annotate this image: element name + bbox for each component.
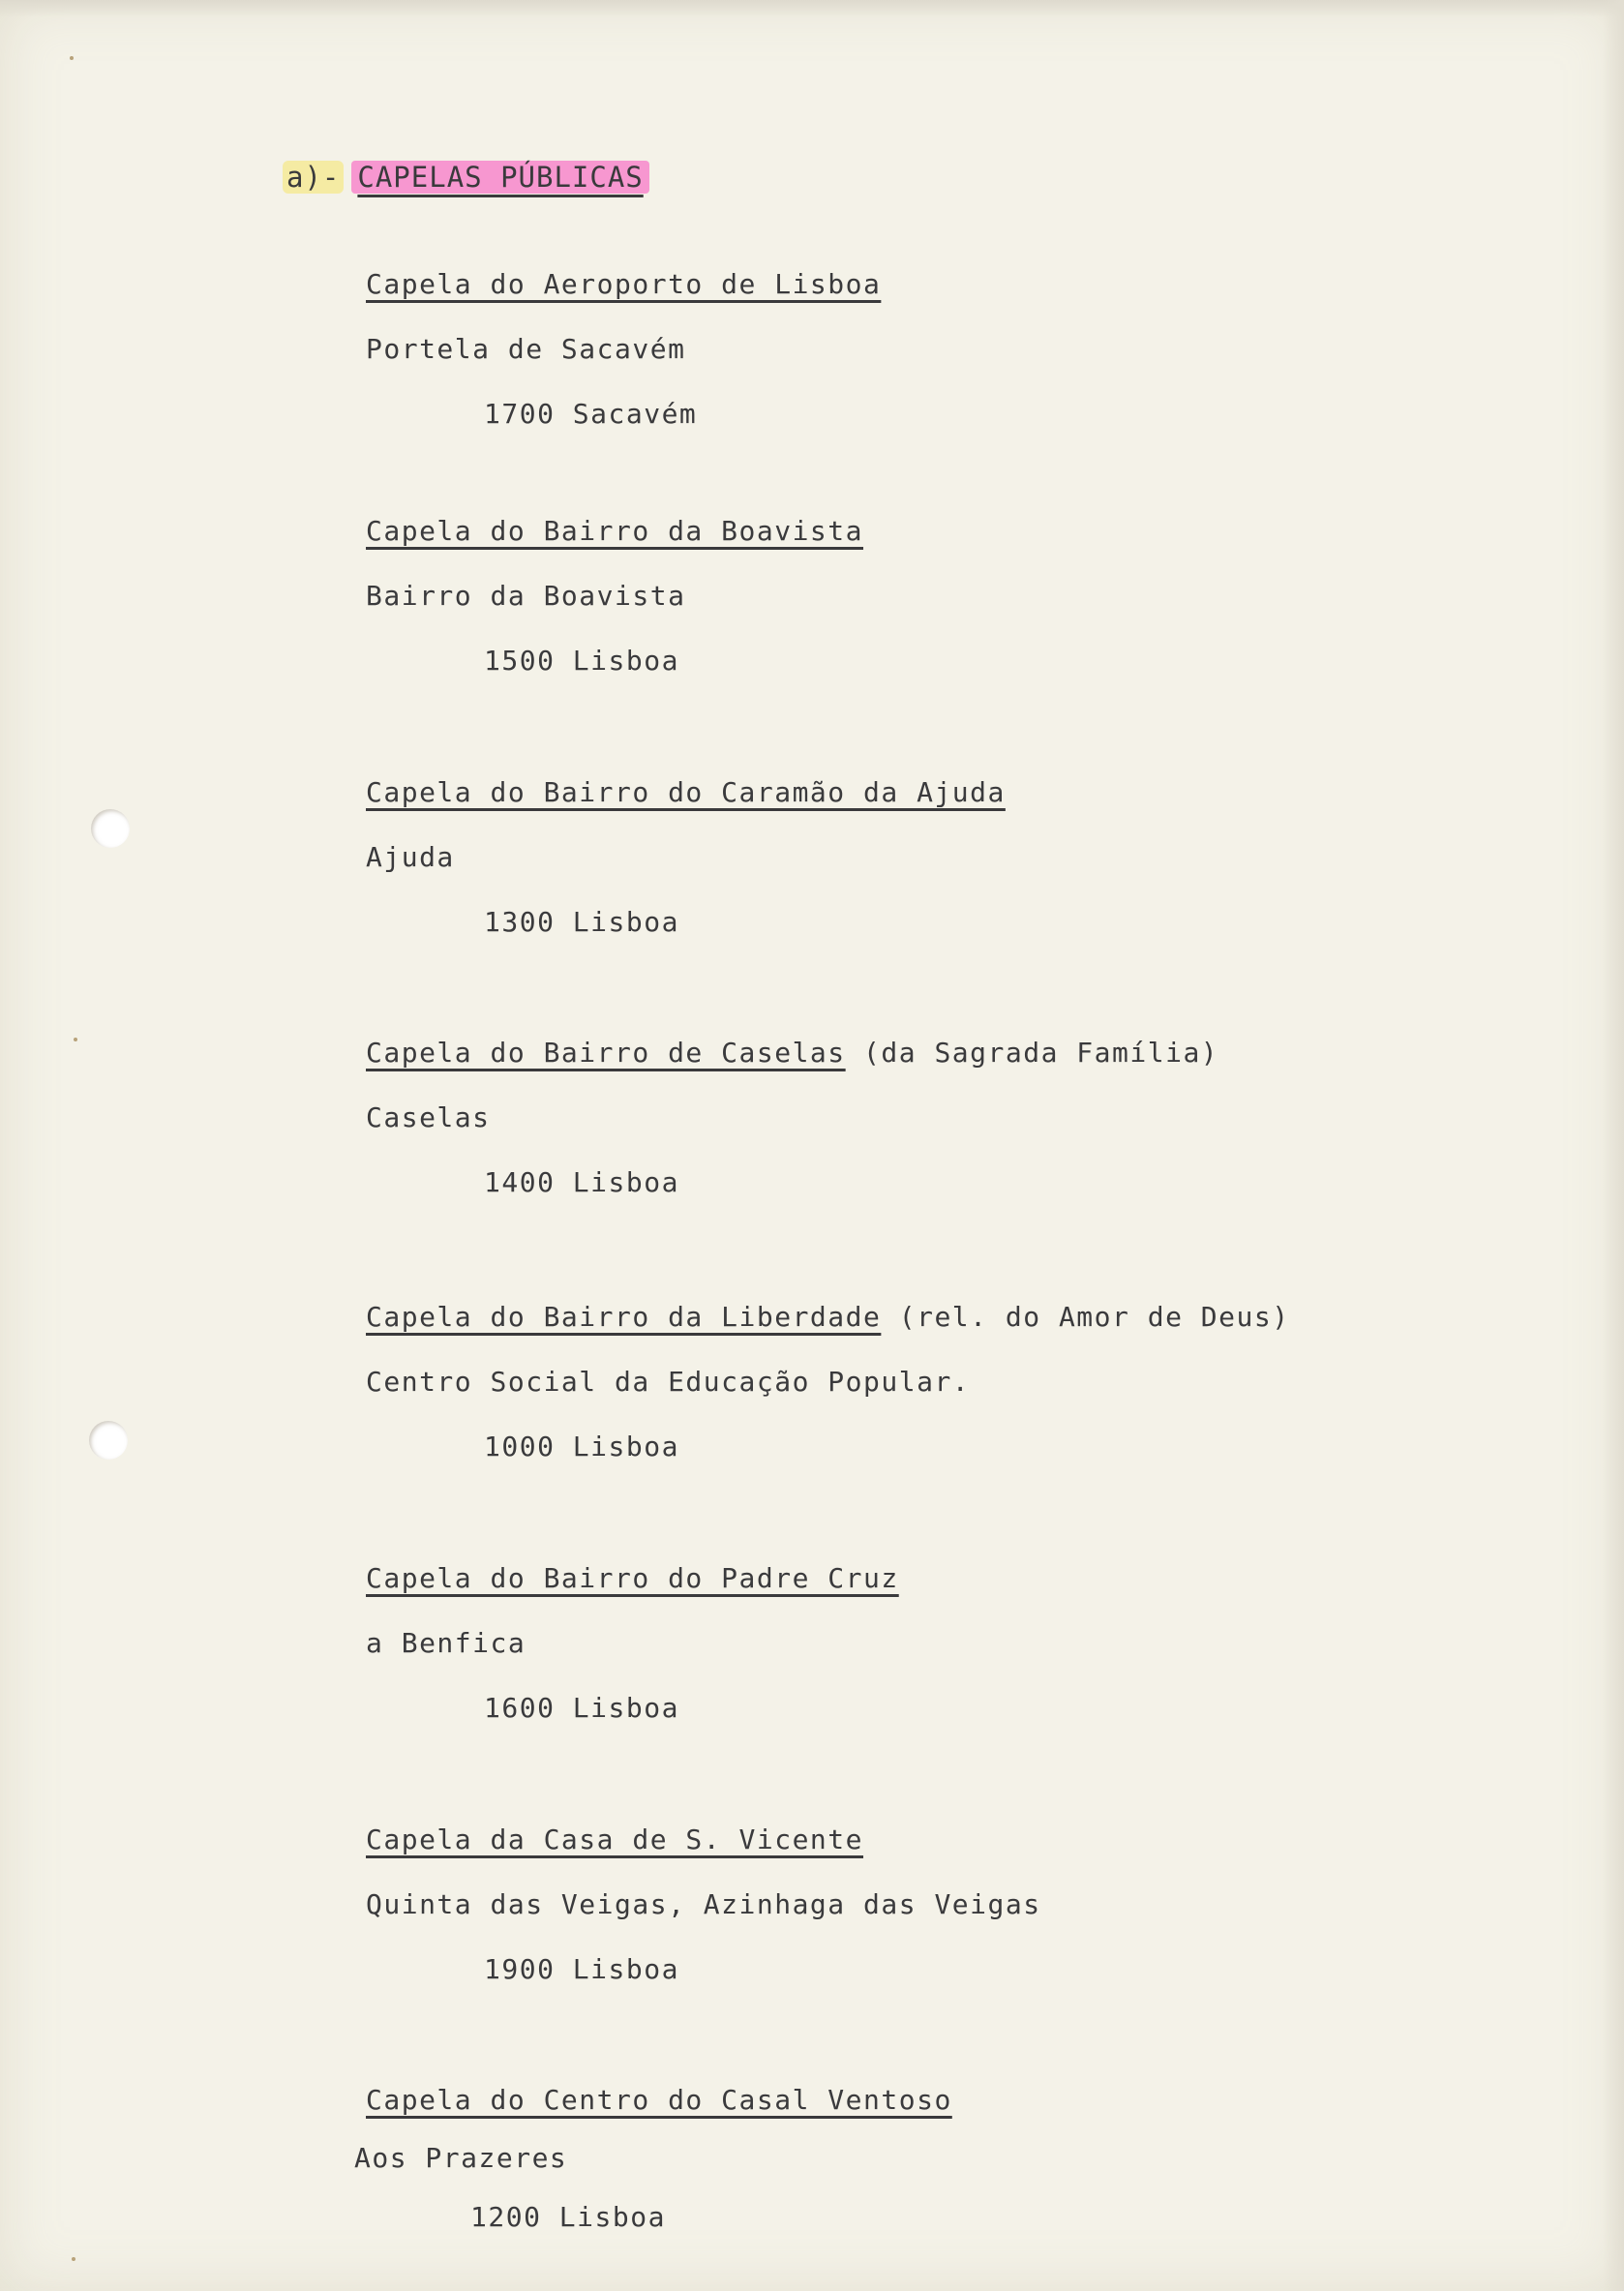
chapel-note: (da Sagrada Família) bbox=[863, 1037, 1219, 1069]
chapel-name-line bbox=[366, 760, 1006, 825]
chapel-entry bbox=[366, 498, 863, 693]
chapel-name-line bbox=[366, 498, 863, 563]
paper-speck bbox=[70, 56, 74, 60]
punch-hole-upper bbox=[91, 809, 130, 848]
punch-hole-lower bbox=[89, 1421, 128, 1460]
chapel-name-line bbox=[366, 2067, 952, 2132]
chapel-entry bbox=[366, 1284, 1290, 1479]
chapel-address: Ajuda bbox=[366, 841, 455, 873]
chapel-postal: 1900 Lisboa bbox=[484, 1953, 679, 1985]
chapel-name: Capela do Centro do Casal Ventoso bbox=[366, 2084, 952, 2116]
chapel-name-line bbox=[366, 1807, 1041, 1872]
chapel-entry bbox=[366, 1807, 1041, 2002]
chapel-address: Aos Prazeres bbox=[354, 2142, 568, 2174]
chapel-address: a Benfica bbox=[366, 1627, 526, 1659]
chapel-entry bbox=[366, 1546, 899, 1740]
chapel-name: Capela do Bairro do Padre Cruz bbox=[366, 1562, 899, 1594]
chapel-address: Bairro da Boavista bbox=[366, 580, 686, 612]
chapel-name: Capela do Bairro do Caramão da Ajuda bbox=[366, 776, 1006, 808]
chapel-name: Capela do Bairro de Caselas bbox=[366, 1037, 846, 1069]
chapel-address: Quinta das Veigas, Azinhaga das Veigas bbox=[366, 1888, 1041, 1920]
chapel-address: Portela de Sacavém bbox=[366, 333, 686, 365]
chapel-postal: 1300 Lisboa bbox=[484, 906, 679, 938]
chapel-address: Caselas bbox=[366, 1101, 491, 1133]
chapel-postal: 1500 Lisboa bbox=[484, 645, 679, 677]
chapel-name-line bbox=[366, 1020, 1218, 1085]
chapel-name: Capela do Bairro da Liberdade bbox=[366, 1301, 882, 1333]
section-heading bbox=[283, 161, 649, 194]
chapel-postal: 1600 Lisboa bbox=[484, 1692, 679, 1724]
chapel-entry bbox=[354, 2067, 952, 2249]
chapel-name: Capela da Casa de S. Vicente bbox=[366, 1824, 864, 1855]
chapel-entry bbox=[366, 252, 881, 446]
section-title: CAPELAS PÚBLICAS bbox=[351, 161, 648, 194]
chapel-entry bbox=[366, 1020, 1218, 1215]
chapel-postal: 1200 Lisboa bbox=[470, 2201, 666, 2233]
chapel-note: (rel. do Amor de Deus) bbox=[898, 1301, 1290, 1333]
page-top-edge bbox=[0, 0, 1624, 17]
chapel-address: Centro Social da Educação Popular. bbox=[366, 1366, 971, 1398]
chapel-postal: 1400 Lisboa bbox=[484, 1166, 679, 1198]
page-right-edge bbox=[1603, 0, 1624, 2291]
chapel-entry bbox=[366, 760, 1006, 954]
paper-speck bbox=[74, 1038, 77, 1041]
chapel-postal: 1700 Sacavém bbox=[484, 398, 698, 430]
section-prefix: a)- bbox=[283, 161, 344, 194]
chapel-name-line bbox=[366, 1546, 899, 1611]
chapel-name: Capela do Bairro da Boavista bbox=[366, 515, 864, 547]
chapel-name-line bbox=[366, 252, 881, 317]
paper-speck bbox=[72, 2257, 75, 2261]
chapel-name-line bbox=[366, 1284, 1290, 1349]
chapel-postal: 1000 Lisboa bbox=[484, 1431, 679, 1462]
chapel-name: Capela do Aeroporto de Lisboa bbox=[366, 268, 882, 300]
